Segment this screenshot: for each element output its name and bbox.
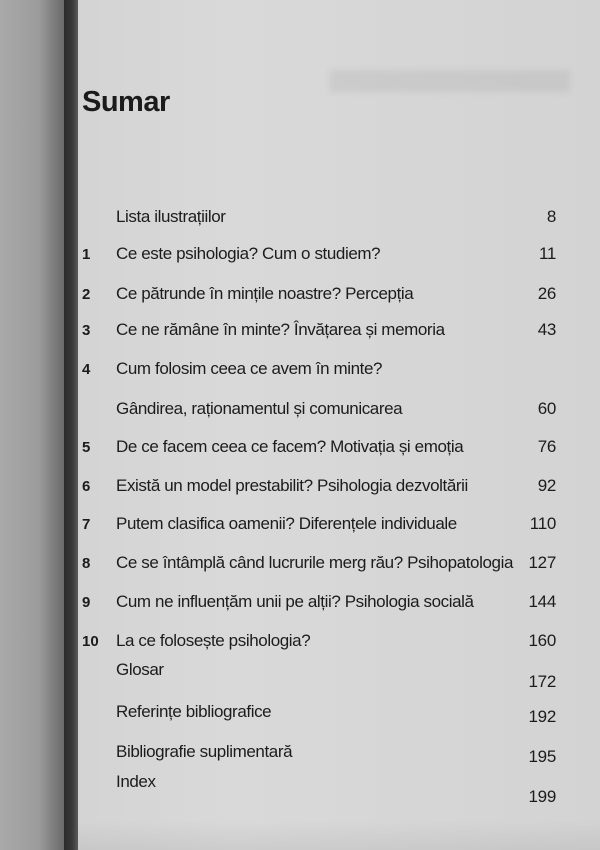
toc-entry [0,631,600,657]
chapter-number: 2 [82,286,91,303]
toc-entry [0,244,600,270]
chapter-number: 3 [82,322,91,339]
page-number: 160 [528,631,556,650]
toc-entry [0,476,600,502]
chapter-title: La ce folosește psihologia? [116,631,311,650]
toc-entry [0,284,600,310]
page-number: 192 [528,707,556,726]
page-number: 127 [528,553,556,572]
page-number: 92 [537,476,556,495]
toc-entry [0,514,600,540]
chapter-number: 5 [82,439,91,456]
page-number: 110 [529,514,556,533]
chapter-number: 10 [82,633,99,650]
page-number: 60 [537,399,556,418]
chapter-number: 4 [82,361,91,378]
chapter-title: Bibliografie suplimentară [116,742,293,761]
chapter-title: Ce pătrunde în mințile noastre? Percepția [116,284,414,303]
page-number: 144 [528,592,556,611]
chapter-title: Gândirea, raționamentul și comunicarea [116,399,403,418]
chapter-title: Lista ilustrațiilor [116,207,226,226]
toc-entry [0,399,600,425]
page-number: 11 [538,244,556,263]
page-number: 26 [537,284,556,303]
toc-entry [0,207,600,233]
toc-entry [0,320,600,346]
toc-entry [0,660,600,691]
toc-entry [0,742,600,768]
chapter-title: Ce este psihologia? Cum o studiem? [116,244,381,263]
toc-entry [0,553,600,579]
page-shadow [78,820,600,850]
chapter-title: Index [116,772,156,791]
page-number: 76 [537,437,556,456]
chapter-title: Cum folosim ceea ce avem în minte? [116,359,383,378]
chapter-number: 6 [82,478,91,495]
chapter-title: Ce ne rămâne în minte? Învățarea și memoria [116,320,445,339]
chapter-title: Cum ne influențăm unii pe alții? Psihologia socială [116,592,474,611]
chapter-number: 8 [82,555,91,572]
page-number: 199 [528,787,556,806]
chapter-number: 9 [82,594,91,611]
page-number: 43 [537,320,556,339]
chapter-title: Există un model prestabilit? Psihologia dezvoltării [116,476,468,495]
toc-entry [0,359,600,385]
toc-entry [0,437,600,463]
chapter-title: De ce facem ceea ce facem? Motivația și emoția [116,437,464,456]
toc-entry [0,702,600,728]
chapter-title: Referințe bibliografice [116,702,272,721]
chapter-title: Putem clasifica oamenii? Diferențele individuale [116,514,457,533]
toc-entry [0,592,600,618]
chapter-title: Ce se întâmplă când lucrurile merg rău? Psihopatologia [116,553,514,572]
page-number: 8 [546,207,556,226]
page-title: Sumar [82,86,170,118]
chapter-number: 7 [82,516,91,533]
toc-entry [0,772,600,806]
chapter-number: 1 [82,246,91,263]
page-number: 195 [528,747,556,766]
chapter-title: Glosar [116,660,164,679]
page-number: 172 [528,672,556,691]
